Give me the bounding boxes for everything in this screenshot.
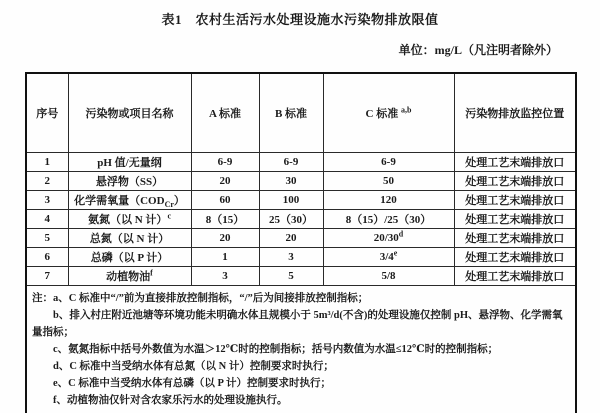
cell-monitor-location: 处理工艺末端排放口 xyxy=(454,209,576,228)
cell-pollutant: 总磷（以 P 计） xyxy=(68,247,191,266)
cell-standard-c: 5/8 xyxy=(323,266,454,285)
cell-standard-b: 20 xyxy=(259,228,323,247)
cell-seq: 6 xyxy=(26,247,68,266)
cell-standard-a: 20 xyxy=(191,228,259,247)
table-row xyxy=(26,152,576,171)
cell-monitor-location: 处理工艺末端排放口 xyxy=(454,171,576,190)
note-line-c: c、氨氮指标中括号外数值为水温＞12℃时的控制指标；括号内数值为水温≤12℃时的控制指标； xyxy=(53,343,499,355)
table-row xyxy=(26,171,576,190)
cell-standard-c: 50 xyxy=(323,171,454,190)
cell-seq: 3 xyxy=(26,190,68,209)
cell-monitor-location: 处理工艺末端排放口 xyxy=(454,266,576,285)
cell-seq: 7 xyxy=(26,266,68,285)
header-pollutant: 污染物或项目名称 xyxy=(68,73,191,152)
cell-monitor-location: 处理工艺末端排放口 xyxy=(454,247,576,266)
cell-standard-a: 8（15） xyxy=(191,209,259,228)
unit-note: 单位：mg/L（凡注明者除外） xyxy=(398,43,558,57)
cell-standard-a: 6-9 xyxy=(191,152,259,171)
cell-standard-a: 20 xyxy=(191,171,259,190)
cell-monitor-location: 处理工艺末端排放口 xyxy=(454,190,576,209)
cell-pollutant: 总氮（以 N 计） xyxy=(68,228,191,247)
cell-standard-a: 60 xyxy=(191,190,259,209)
notes-row xyxy=(26,285,576,413)
note-line-b: b、排入村庄附近池塘等环境功能未明确水体且规模小于 5m³/d(不含)的处理设施仅控制 pH、悬浮物、化学需氧量指标； xyxy=(32,309,563,338)
table-row xyxy=(26,190,576,209)
cell-seq: 2 xyxy=(26,171,68,190)
cell-pollutant: pH 值/无量纲 xyxy=(68,152,191,171)
cell-seq: 4 xyxy=(26,209,68,228)
header-standard-b: B 标准 xyxy=(259,73,323,152)
cell-pollutant: 化学需氧量$(COD_{Cr})$ xyxy=(68,190,191,209)
cell-pollutant: 悬浮物（SS） xyxy=(68,171,191,190)
notes-cell xyxy=(26,285,576,413)
header-c-superscript: a,b xyxy=(401,105,412,115)
header-monitor-location: 污染物排放监控位置 xyxy=(454,73,576,152)
note-line-f: f、动植物油仅针对含农家乐污水的处理设施执行。 xyxy=(53,394,288,406)
cell-standard-c: 8（15）/25（30） xyxy=(323,209,454,228)
limits-table xyxy=(25,72,577,413)
note-line-e: e、C 标准中当受纳水体有总磷（以 P 计）控制要求时执行； xyxy=(53,377,331,389)
note-line-d: d、C 标准中当受纳水体有总氮（以 N 计）控制要求时执行； xyxy=(53,360,334,372)
cell-standard-c: 120 xyxy=(323,190,454,209)
cell-monitor-location: 处理工艺末端排放口 xyxy=(454,152,576,171)
cell-standard-a: 1 xyxy=(191,247,259,266)
cell-pollutant: 氨氮（以 N 计）$^c$ xyxy=(68,209,191,228)
cell-pollutant: 动植物油$^f$ xyxy=(68,266,191,285)
notes-prefix: 注： xyxy=(32,292,53,304)
table-title: 表1 农村生活污水处理设施水污染物排放限值 xyxy=(161,12,439,27)
table-row xyxy=(26,209,576,228)
cell-standard-b: 6-9 xyxy=(259,152,323,171)
note-line-a: 注：a、C 标准中“/”前为直接排放控制指标，“/”后为间接排放控制指标； xyxy=(32,292,369,304)
cell-seq: 5 xyxy=(26,228,68,247)
table-row xyxy=(26,228,576,247)
cell-standard-c: 6-9 xyxy=(323,152,454,171)
header-standard-a: A 标准 xyxy=(191,73,259,152)
cell-standard-b: 3 xyxy=(259,247,323,266)
cell-standard-a: 3 xyxy=(191,266,259,285)
cell-standard-b: 25（30） xyxy=(259,209,323,228)
table-row xyxy=(26,266,576,285)
table-header-row xyxy=(26,73,576,152)
cell-standard-b: 30 xyxy=(259,171,323,190)
header-seq: 序号 xyxy=(26,73,68,152)
cell-seq: 1 xyxy=(26,152,68,171)
cell-standard-c: 3/4e xyxy=(323,247,454,266)
header-standard-c: C 标准 $^{a,b}$ xyxy=(323,73,454,152)
cell-standard-b: 5 xyxy=(259,266,323,285)
cell-monitor-location: 处理工艺末端排放口 xyxy=(454,228,576,247)
cell-standard-c: 20/30$^d$ xyxy=(323,228,454,247)
cell-standard-b: 100 xyxy=(259,190,323,209)
table-row xyxy=(26,247,576,266)
